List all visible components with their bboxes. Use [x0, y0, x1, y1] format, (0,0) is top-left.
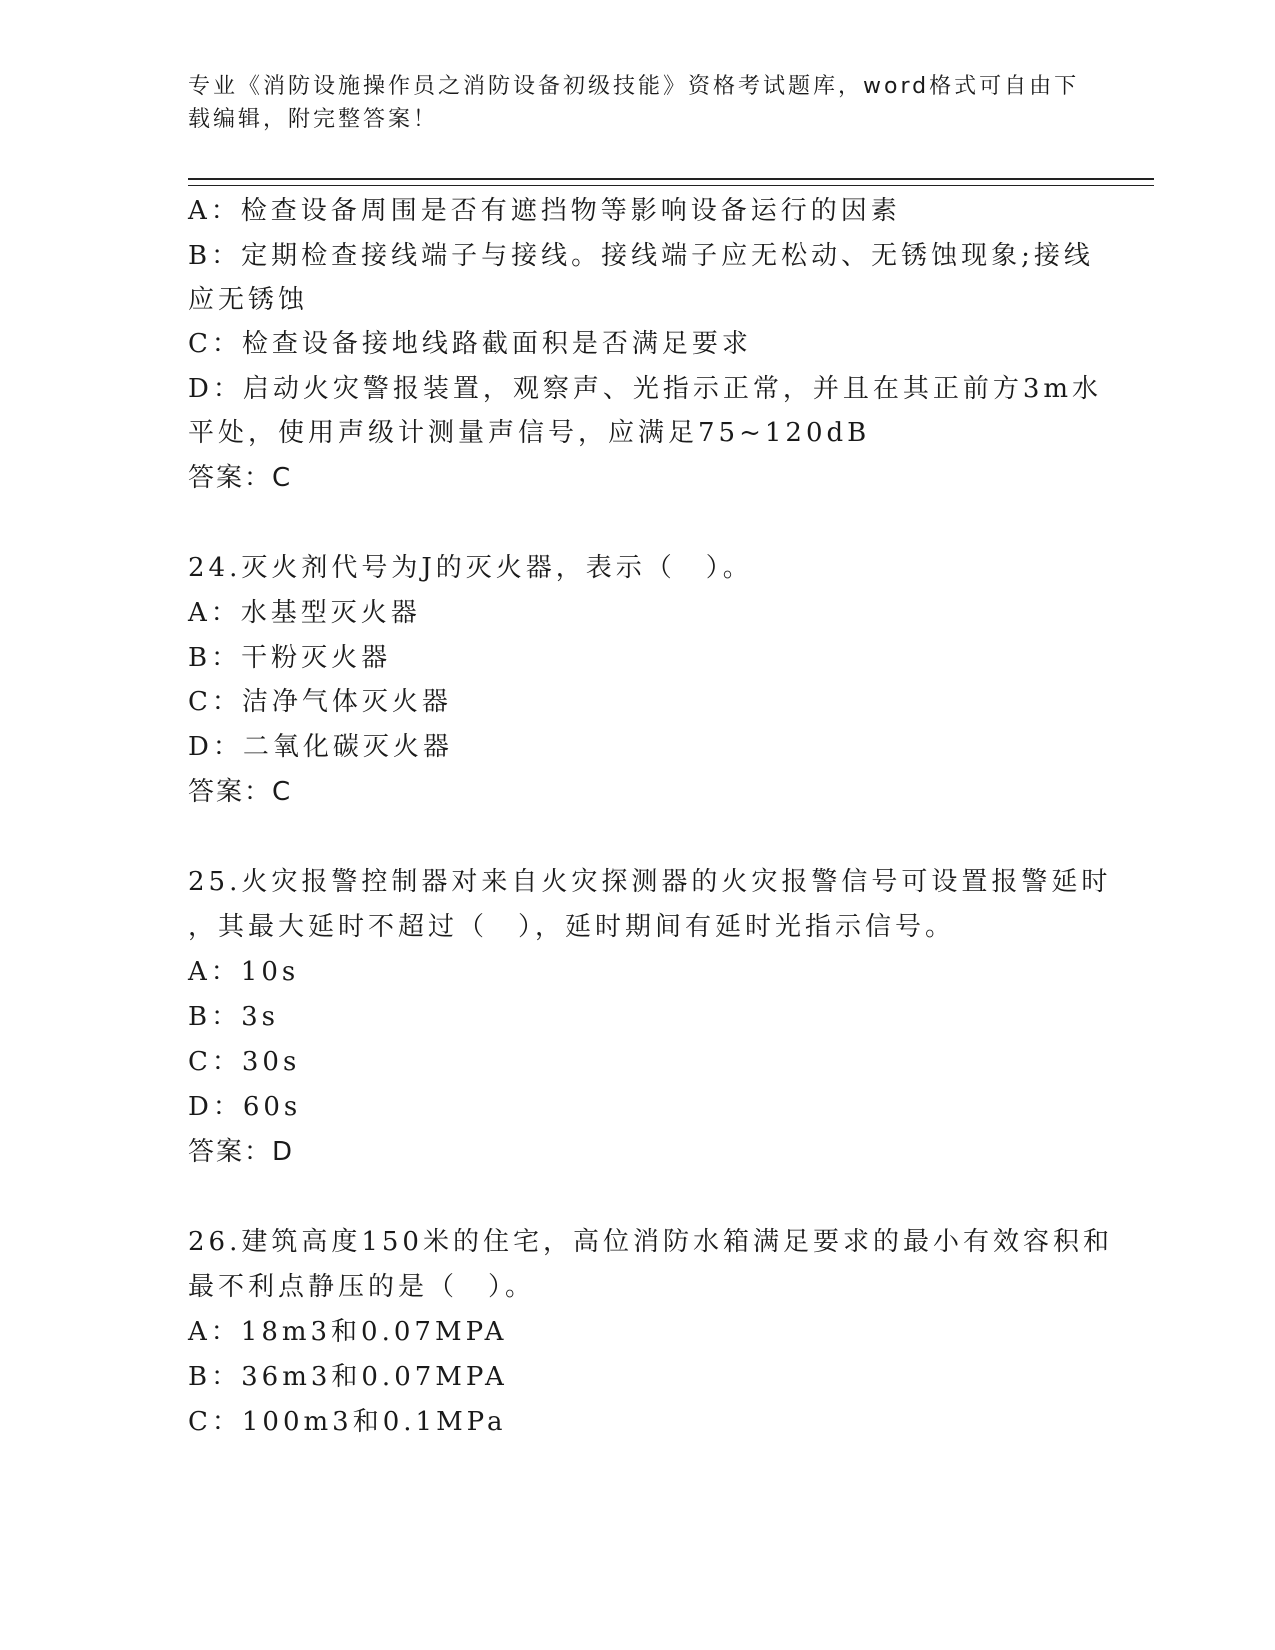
q23-option-b-line-2: 应无锈蚀: [188, 285, 309, 315]
q26-option-b: B：36m3和0.07MPA: [188, 1362, 508, 1392]
q24-stem: 24.灭火剂代号为J的灭火器，表示（ ）。: [188, 553, 753, 583]
q25-option-d: D：60s: [188, 1092, 302, 1122]
q26-option-c: C：100m3和0.1MPa: [188, 1407, 507, 1437]
header-divider: [188, 178, 1154, 180]
q23-option-d-line-1: D：启动火灾警报装置，观察声、光指示正常，并且在其正前方3m水: [188, 374, 1103, 404]
q24-option-c: C：洁净气体灭火器: [188, 687, 452, 717]
q25-stem-line-1: 25.火灾报警控制器对来自火灾探测器的火灾报警信号可设置报警延时: [188, 867, 1112, 897]
q25-option-a: A：10s: [188, 957, 300, 987]
q23-option-d-line-2: 平处，使用声级计测量声信号，应满足75~120dB: [188, 418, 871, 448]
q25-answer: 答案：D: [188, 1137, 295, 1167]
q24-option-d: D：二氧化碳灭火器: [188, 732, 453, 762]
q25-stem-line-2: ，其最大延时不超过（ ），延时期间有延时光指示信号。: [188, 912, 956, 942]
q23-option-a: A：检查设备周围是否有遮挡物等影响设备运行的因素: [188, 196, 901, 226]
q25-option-c: C：30s: [188, 1047, 301, 1077]
q23-option-b-line-1: B：定期检查接线端子与接线。接线端子应无松动、无锈蚀现象;接线: [188, 241, 1094, 271]
q26-stem-line-2: 最不利点静压的是（ ）。: [188, 1272, 536, 1302]
q24-option-b: B：干粉灭火器: [188, 643, 392, 673]
header-line-1: 专业《消防设施操作员之消防设备初级技能》资格考试题库，word格式可自由下: [188, 74, 1080, 99]
header-line-2: 载编辑，附完整答案！: [188, 107, 439, 132]
q25-option-b: B：3s: [188, 1002, 279, 1032]
q23-option-c: C：检查设备接地线路截面积是否满足要求: [188, 329, 752, 359]
q26-option-a: A：18m3和0.07MPA: [188, 1317, 508, 1347]
header-divider-thin: [188, 185, 1154, 186]
q24-option-a: A：水基型灭火器: [188, 598, 421, 628]
q24-answer: 答案：C: [188, 777, 293, 807]
q23-answer: 答案：C: [188, 463, 293, 493]
document-header: [188, 70, 1088, 136]
q26-stem-line-1: 26.建筑高度150米的住宅，高位消防水箱满足要求的最小有效容积和: [188, 1227, 1113, 1257]
